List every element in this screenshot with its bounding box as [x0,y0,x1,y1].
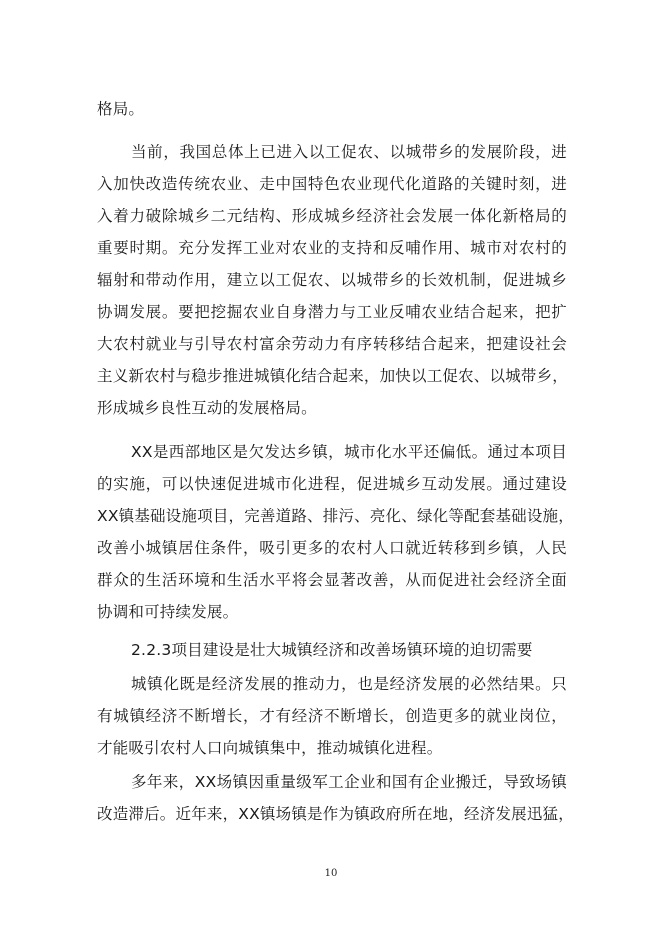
paragraph-line: 大农村就业与引导农村富余劳动力有序转移结合起来，把建设社会 [97,335,567,353]
paragraph-line: 协调和可持续发展。 [97,603,239,621]
paragraph-line: 主义新农村与稳步推进城镇化结合起来，加快以工促农、以城带乡， [97,367,569,385]
page-number: 10 [324,868,338,879]
paragraph-line: 改善小城镇居住条件，吸引更多的农村人口就近转移到乡镇，人民 [97,539,567,557]
paragraph-line: 入加快改造传统农业、走中国特色农业现代化道路的关键时刻，进 [97,175,567,193]
paragraph-line: XX是西部地区是欠发达乡镇，城市化水平还偏低。通过本项目 [131,443,567,461]
paragraph-line: XX镇基础设施项目，完善道路、排污、亮化、绿化等配套基础设施， [97,507,574,525]
paragraph-line: 改造滞后。近年来，XX镇场镇是作为镇政府所在地，经济发展迅猛， [97,805,574,823]
paragraph-line: 协调发展。要把挖掘农业自身潜力与工业反哺农业结合起来，把扩 [97,303,567,321]
paragraph-line: 才能吸引农村人口向城镇集中，推动城镇化进程。 [97,739,443,757]
paragraph-line: 的实施，可以快速促进城市化进程，促进城乡互动发展。通过建设 [97,475,567,493]
paragraph-line: 格局。 [97,100,145,118]
paragraph-line: 当前，我国总体上已进入以工促农、以城带乡的发展阶段，进 [131,143,567,161]
paragraph-line: 群众的生活环境和生活水平将会显著改善，从而促进社会经济全面 [97,571,567,589]
paragraph-line: 形成城乡良性互动的发展格局。 [97,399,317,417]
paragraph-line: 城镇化既是经济发展的推动力，也是经济发展的必然结果。只 [131,675,567,693]
paragraph-line: 辐射和带动作用，建立以工促农、以城带乡的长效机制，促进城乡 [97,271,567,289]
section-heading: 2.2.3项目建设是壮大城镇经济和改善场镇环境的迫切需要 [131,641,533,659]
paragraph-line: 重要时期。充分发挥工业对农业的支持和反哺作用、城市对农村的 [97,239,567,257]
paragraph-line: 有城镇经济不断增长，才有经济不断增长，创造更多的就业岗位， [97,707,567,725]
paragraph-line: 多年来，XX场镇因重量级军工企业和国有企业搬迁，导致场镇 [131,773,567,791]
paragraph-line: 入着力破除城乡二元结构、形成城乡经济社会发展一体化新格局的 [97,207,567,225]
